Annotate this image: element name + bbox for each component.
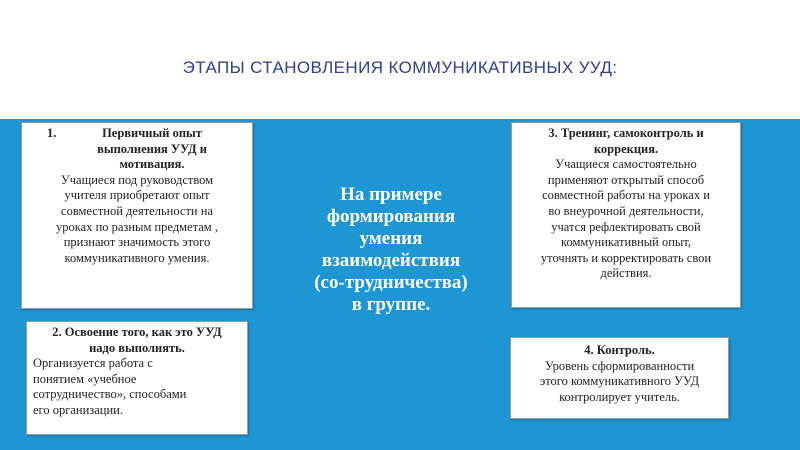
center-line: формирования xyxy=(326,206,456,227)
stage-4-title xyxy=(517,343,722,359)
stage-4-box xyxy=(510,337,729,419)
center-line: На примере xyxy=(340,184,442,205)
body-line: уточнять и корректировать свои xyxy=(540,250,712,265)
center-line: взаимодействия xyxy=(321,250,461,271)
title-line: надо выполнять. xyxy=(89,340,185,355)
body-line: совместной деятельности на xyxy=(61,203,213,218)
body-line: учатся рефлектировать свой xyxy=(551,219,701,234)
stage-1-number: 1. xyxy=(47,126,57,140)
title-line: коррекция. xyxy=(593,141,659,156)
stage-1-title xyxy=(77,126,227,173)
body-line: Учащиеся под руководством xyxy=(60,172,214,187)
stage-3-title xyxy=(518,126,734,157)
body-line: признают значимость этого xyxy=(63,235,211,250)
body-line: во внеурочной деятельности, xyxy=(548,203,704,218)
title-line: 3. Тренинг, самоконтроль и xyxy=(548,126,704,140)
body-line: контролирует учитель. xyxy=(559,389,680,404)
stage-2-title xyxy=(33,325,241,356)
body-line: сотрудничество», способами xyxy=(33,387,187,402)
stage-1-box xyxy=(21,122,253,309)
body-line: действия. xyxy=(600,266,652,281)
slide-title: ЭТАПЫ СТАНОВЛЕНИЯ КОММУНИКАТИВНЫХ УУД: xyxy=(182,58,618,77)
body-line: уроках по разным предметам , xyxy=(56,219,218,234)
body-line: коммуникативный опыт, xyxy=(561,235,691,250)
center-line: умения xyxy=(359,228,423,249)
center-line: в группе. xyxy=(351,294,431,315)
title-line: 2. Освоение того, как это УУД xyxy=(52,325,222,339)
body-line: коммуникативного умения. xyxy=(64,250,210,265)
body-line: совместной работы на уроках и xyxy=(542,188,710,203)
body-line: понятием «учебное xyxy=(33,371,137,386)
body-line: его организации. xyxy=(33,402,123,417)
center-caption xyxy=(296,184,486,316)
stage-1-heading xyxy=(28,126,246,173)
body-line: применяют открытый способ xyxy=(547,172,705,187)
title-line: выполнения УУД и xyxy=(97,141,207,156)
title-line: мотивация. xyxy=(119,157,185,172)
stage-2-box xyxy=(26,321,248,435)
body-line: этого коммуникативного УУД xyxy=(539,374,700,389)
body-line: Уровень сформированности xyxy=(544,358,695,373)
title-line: Первичный опыт xyxy=(102,126,202,140)
title-line: 4. Контроль. xyxy=(584,343,655,357)
body-line: Организуется работа с xyxy=(33,356,153,371)
center-line: (со-трудничества) xyxy=(314,272,468,293)
body-line: Учащиеся самостоятельно xyxy=(555,157,697,172)
body-line: учителя приобретают опыт xyxy=(64,188,210,203)
stage-3-box xyxy=(511,122,741,308)
